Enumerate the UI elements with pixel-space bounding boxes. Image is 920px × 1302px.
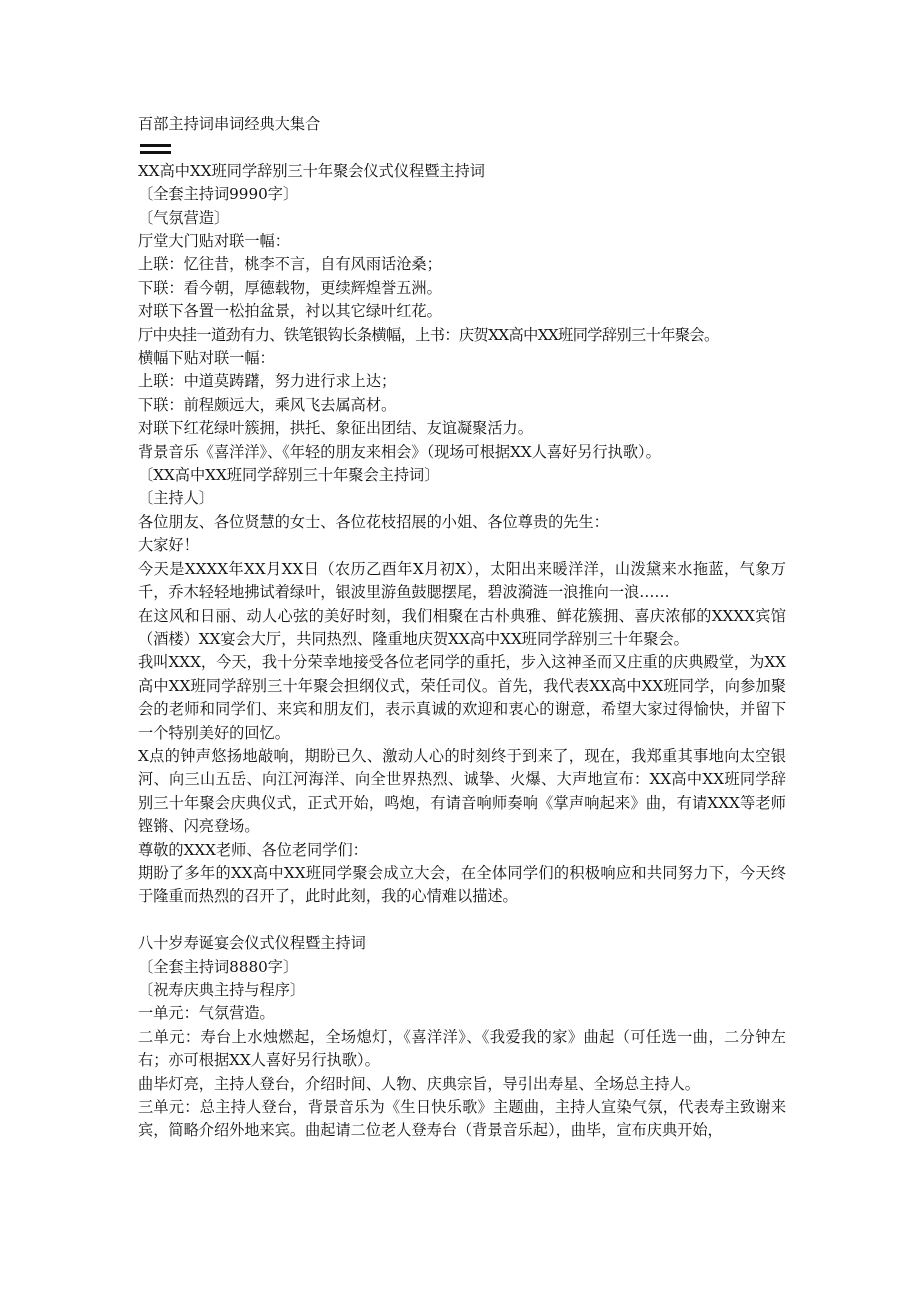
paragraph: 今天是XXXX年XX月XX日（农历乙酉年X月初X），太阳出来暖洋洋，山泼黛来水拖蓝，气象万千，乔木轻轻地拂试着绿叶，银波里游鱼鼓腮摆尾，碧波漪涟一浪推向一浪…… xyxy=(138,559,786,602)
paragraph: 二单元：寿台上水烛燃起，全场熄灯，《喜洋洋》、《我爱我的家》曲起（可任选一曲，二分钟左右；亦可根据XX人喜好另行执歌）。 xyxy=(138,1027,786,1070)
text-line: 下联：看今朝，厚德载物，更续辉煌誉五洲。 xyxy=(138,278,442,297)
word-count: 〔全套主持词8880字〕 xyxy=(138,957,299,976)
document-body xyxy=(138,113,786,1143)
text-line: 厅中央挂一道劲有力、铁笔银钩长条横幅，上书：庆贺XX高中XX班同学辞别三十年聚会。 xyxy=(138,325,719,344)
paragraph: 我叫XXX，今天，我十分荣幸地接受各位老同学的重托，步入这神圣而又庄重的庆典殿堂，为XX高中XX班同学辞别三十年聚会担纲仪式，荣任司仪。首先，我代表XX高中XX班同学，向参加聚会的老师和同学们、来宾和朋友们，表示真诚的欢迎和衷心的谢意，希望大家过得愉快，并留下一个特别美好的回忆。 xyxy=(138,653,786,742)
document-header-title: 百部主持词串词经典大集合 xyxy=(138,115,321,133)
text-line: 〔主持人〕 xyxy=(138,489,214,508)
text-line: 各位朋友、各位贤慧的女士、各位花枝招展的小姐、各位尊贵的先生： xyxy=(138,512,609,531)
text-line: 下联：前程颇远大，乘风飞去属高材。 xyxy=(138,395,397,414)
section-title: XX高中XX班同学辞别三十年聚会仪式仪程暨主持词 xyxy=(138,161,485,180)
text-line: 曲毕灯亮，主持人登台，介绍时间、人物、庆典宗旨，导引出寿星、全场总主持人。 xyxy=(138,1074,700,1093)
text-line: 大家好！ xyxy=(138,536,199,555)
section-heading: 〔气氛营造〕 xyxy=(138,208,230,227)
text-line: 厅堂大门贴对联一幅： xyxy=(138,232,290,251)
text-line: 上联：中道莫踌躇，努力进行求上达； xyxy=(138,372,397,391)
text-line: 上联：忆往昔，桃李不言，自有风雨话沧桑； xyxy=(138,255,442,274)
text-line: 对联下红花绿叶簇拥，拱托、象征出团结、友谊凝聚活力。 xyxy=(138,419,533,438)
word-count: 〔全套主持词9990字〕 xyxy=(138,185,299,204)
paragraph: X点的钟声悠扬地敲响，期盼已久、激动人心的时刻终于到来了，现在，我郑重其事地向太空银河、向三山五岳、向江河海洋、向全世界热烈、诚挚、火爆、大声地宣布：XX高中XX班同学辞别三十年聚会庆典仪式，正式开始，鸣炮，有请音响师奏响《掌声响起来》曲，有请XXX等老师铿锵、闪亮登场。 xyxy=(138,746,786,836)
paragraph: 在这风和日丽、动人心弦的美好时刻，我们相聚在古朴典雅、鲜花簇拥、喜庆浓郁的XXXX宾馆（酒楼）XX宴会大厅，共同热烈、隆重地庆贺XX高中XX班同学辞别三十年聚会。 xyxy=(138,606,786,648)
text-line: 横幅下贴对联一幅： xyxy=(138,349,275,368)
section-heading: 〔祝寿庆典主持与程序〕 xyxy=(138,981,306,999)
text-line: 背景音乐《喜洋洋》、《年轻的朋友来相会》（现场可根据XX人喜好另行执歌）。 xyxy=(138,442,661,461)
section-title: 八十岁寿诞宴会仪式仪程暨主持词 xyxy=(138,934,366,953)
paragraph: 三单元：总主持人登台，背景音乐为《生日快乐歌》主题曲，主持人宣染气氛，代表寿主致谢来宾，简略介绍外地来宾。曲起请二位老人登寿台（背景音乐起），曲毕，宣布庆典开始， xyxy=(138,1098,786,1140)
text-line: 一单元：气氛营造。 xyxy=(138,1004,275,1023)
text-line: 〔XX高中XX班同学辞别三十年聚会主持词〕 xyxy=(138,466,440,485)
text-line: 尊敬的XXX老师、各位老同学们： xyxy=(138,840,368,859)
paragraph: 期盼了多年的XX高中XX班同学聚会成立大会，在全体同学们的积极响应和共同努力下，今天终于隆重而热烈的召开了，此时此刻，我的心情难以描述。 xyxy=(138,863,786,906)
double-bar-icon xyxy=(138,136,786,159)
blank-line xyxy=(138,909,786,932)
text-line: 对联下各置一松拍盆景，衬以其它绿叶红花。 xyxy=(138,302,442,321)
